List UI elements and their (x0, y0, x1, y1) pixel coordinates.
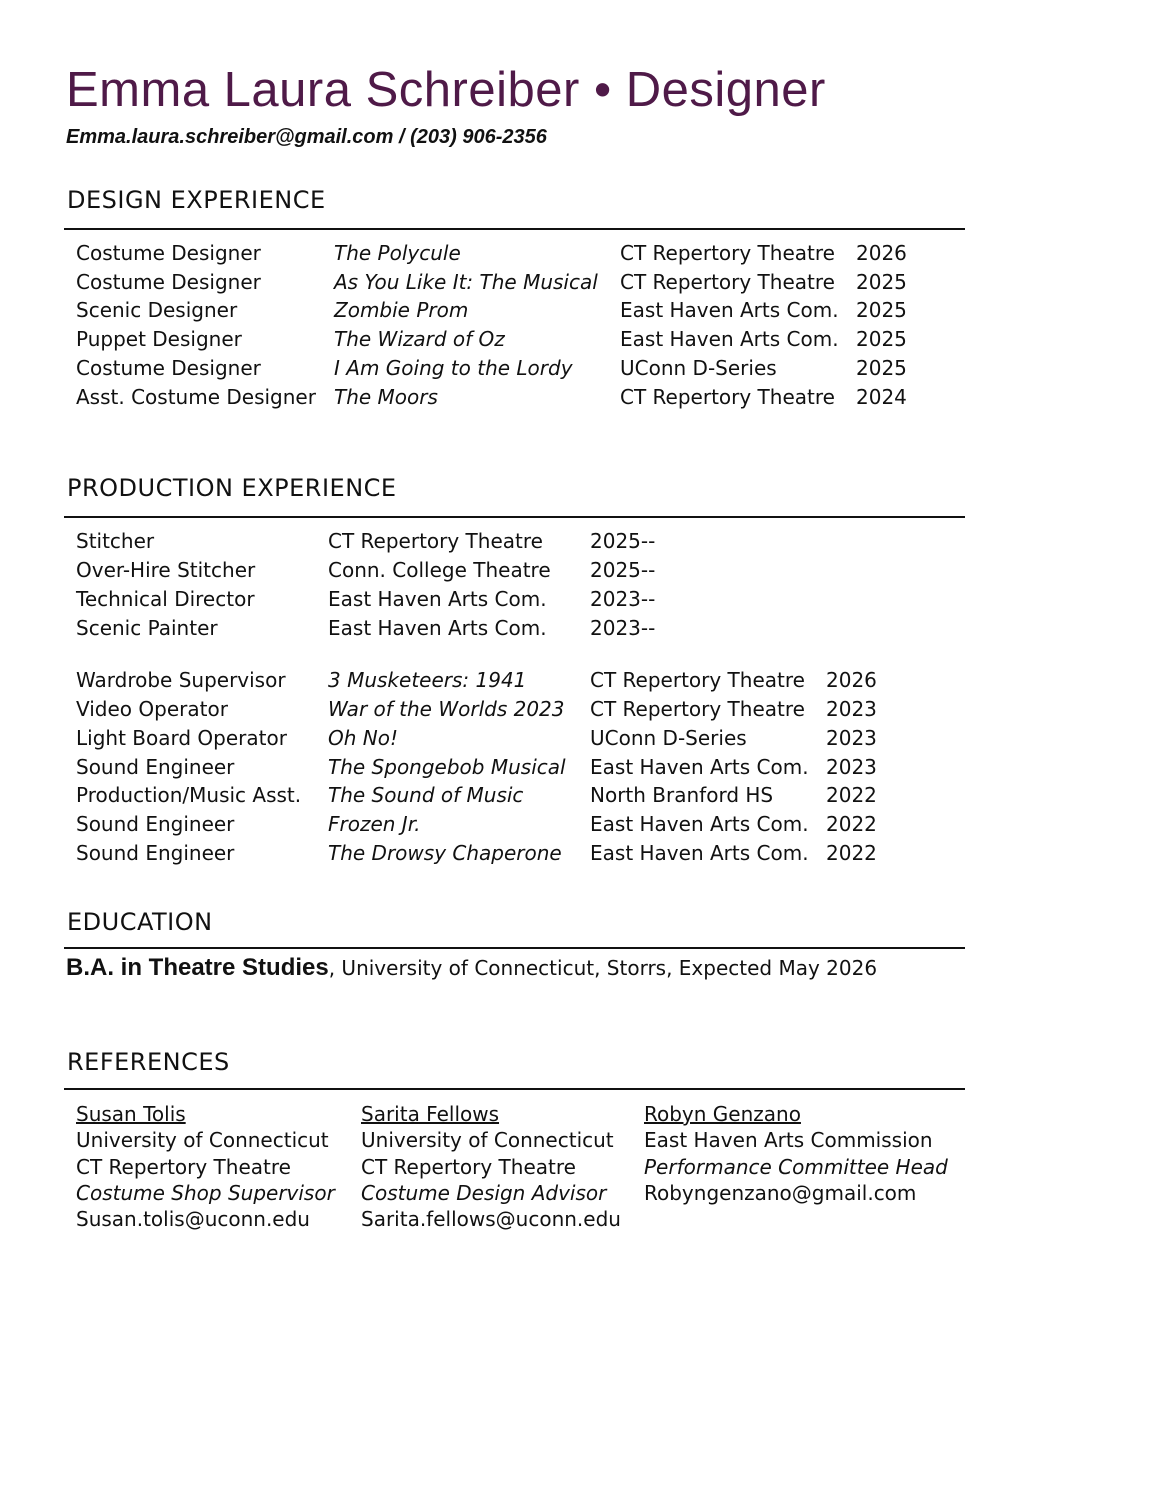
reference-card (644, 1101, 948, 1206)
design-role: Asst. Costume Designer (76, 385, 316, 409)
production-year: 2022 (826, 812, 877, 836)
production-role: Sound Engineer (76, 841, 235, 865)
design-show: As You Like It: The Musical (334, 270, 598, 294)
production-role: Sound Engineer (76, 812, 235, 836)
production-show-row (0, 755, 1168, 784)
design-year: 2025 (856, 327, 907, 351)
production-company: Conn. College Theatre (328, 558, 551, 582)
reference-card (361, 1101, 621, 1232)
design-role: Puppet Designer (76, 327, 242, 351)
design-year: 2024 (856, 385, 907, 409)
design-role: Scenic Designer (76, 298, 238, 322)
production-company: UConn D-Series (590, 726, 747, 750)
production-show: 3 Musketeers: 1941 (328, 668, 527, 692)
reference-org: East Haven Arts Commission (644, 1128, 933, 1153)
design-role: Costume Designer (76, 356, 261, 380)
reference-name: Sarita Fellows (361, 1102, 500, 1126)
production-show: The Spongebob Musical (328, 755, 566, 779)
design-company: UConn D-Series (620, 356, 777, 380)
design-show: I Am Going to the Lordy (334, 356, 573, 380)
production-role: Video Operator (76, 697, 228, 721)
production-year: 2023-- (590, 616, 656, 640)
design-company: CT Repertory Theatre (620, 385, 835, 409)
reference-title: Costume Design Advisor (361, 1180, 607, 1205)
design-company: CT Repertory Theatre (620, 241, 835, 265)
contact-line[interactable]: Emma.laura.schreiber@gmail.com / (203) 906-2356 (66, 126, 547, 148)
production-year: 2022 (826, 783, 877, 807)
design-role: Costume Designer (76, 270, 261, 294)
design-year: 2025 (856, 298, 907, 322)
production-role: Production/Music Asst. (76, 783, 302, 807)
production-company: CT Repertory Theatre (328, 529, 543, 553)
production-show-row (0, 841, 1168, 870)
design-show: The Wizard of Oz (334, 327, 505, 351)
education-details: , University of Connecticut, Storrs, Expected May 2026 (328, 956, 878, 980)
design-company: CT Repertory Theatre (620, 270, 835, 294)
production-show-row (0, 812, 1168, 841)
production-year: 2026 (826, 668, 877, 692)
design-role: Costume Designer (76, 241, 261, 265)
production-company: East Haven Arts Com. (328, 616, 547, 640)
production-experience-heading: PRODUCTION EXPERIENCE (67, 474, 397, 502)
production-show: The Drowsy Chaperone (328, 841, 562, 865)
design-year: 2025 (856, 356, 907, 380)
production-company: CT Repertory Theatre (590, 668, 805, 692)
design-row (0, 298, 1168, 327)
reference-card (76, 1101, 335, 1232)
production-role: Over-Hire Stitcher (76, 558, 256, 582)
production-show-row (0, 668, 1168, 697)
production-show-row (0, 726, 1168, 755)
production-company: East Haven Arts Com. (328, 587, 547, 611)
design-row (0, 385, 1168, 414)
education-divider (64, 947, 965, 949)
production-ongoing-row (0, 587, 1168, 616)
production-company: North Branford HS (590, 783, 774, 807)
production-role: Light Board Operator (76, 726, 287, 750)
reference-email[interactable]: Sarita.fellows@uconn.edu (361, 1207, 621, 1232)
production-company: CT Repertory Theatre (590, 697, 805, 721)
reference-name: Robyn Genzano (644, 1102, 801, 1126)
design-year: 2026 (856, 241, 907, 265)
design-row (0, 241, 1168, 270)
design-company: East Haven Arts Com. (620, 327, 839, 351)
production-year: 2023-- (590, 587, 656, 611)
reference-org: University of Connecticut (76, 1128, 329, 1153)
design-row (0, 270, 1168, 299)
production-year: 2023 (826, 755, 877, 779)
design-show: The Polycule (334, 241, 461, 265)
production-role: Sound Engineer (76, 755, 235, 779)
design-row (0, 356, 1168, 385)
education-entry (66, 954, 877, 982)
production-divider (64, 516, 965, 518)
production-show: Frozen Jr. (328, 812, 421, 836)
design-row (0, 327, 1168, 356)
production-company: East Haven Arts Com. (590, 841, 809, 865)
design-show: Zombie Prom (334, 298, 469, 322)
production-role: Scenic Painter (76, 616, 218, 640)
reference-title: Costume Shop Supervisor (76, 1180, 335, 1205)
production-ongoing-row (0, 558, 1168, 587)
production-year: 2022 (826, 841, 877, 865)
design-experience-heading: DESIGN EXPERIENCE (67, 186, 326, 214)
production-year: 2025-- (590, 558, 656, 582)
education-degree: B.A. in Theatre Studies (66, 954, 329, 981)
design-divider (64, 228, 965, 230)
references-heading: REFERENCES (67, 1048, 230, 1076)
reference-title: Performance Committee Head (644, 1154, 948, 1179)
reference-name: Susan Tolis (76, 1102, 186, 1126)
design-company: East Haven Arts Com. (620, 298, 839, 322)
production-show: Oh No! (328, 726, 398, 750)
production-role: Technical Director (76, 587, 255, 611)
production-company: East Haven Arts Com. (590, 755, 809, 779)
production-show: The Sound of Music (328, 783, 524, 807)
reference-org: CT Repertory Theatre (361, 1154, 576, 1179)
production-ongoing-row (0, 616, 1168, 645)
references-divider (64, 1088, 965, 1090)
reference-email[interactable]: Susan.tolis@uconn.edu (76, 1207, 310, 1232)
education-heading: EDUCATION (67, 908, 213, 936)
production-show-row (0, 783, 1168, 812)
production-show: War of the Worlds 2023 (328, 697, 565, 721)
production-role: Stitcher (76, 529, 155, 553)
production-year: 2025-- (590, 529, 656, 553)
reference-org: CT Repertory Theatre (76, 1154, 291, 1179)
design-year: 2025 (856, 270, 907, 294)
production-company: East Haven Arts Com. (590, 812, 809, 836)
reference-email[interactable]: Robyngenzano@gmail.com (644, 1180, 917, 1205)
reference-org: University of Connecticut (361, 1128, 614, 1153)
design-show: The Moors (334, 385, 438, 409)
production-ongoing-row (0, 529, 1168, 558)
production-year: 2023 (826, 726, 877, 750)
production-show-row (0, 697, 1168, 726)
production-role: Wardrobe Supervisor (76, 668, 286, 692)
resume-name-title: Emma Laura Schreiber • Designer (66, 63, 826, 117)
production-year: 2023 (826, 697, 877, 721)
